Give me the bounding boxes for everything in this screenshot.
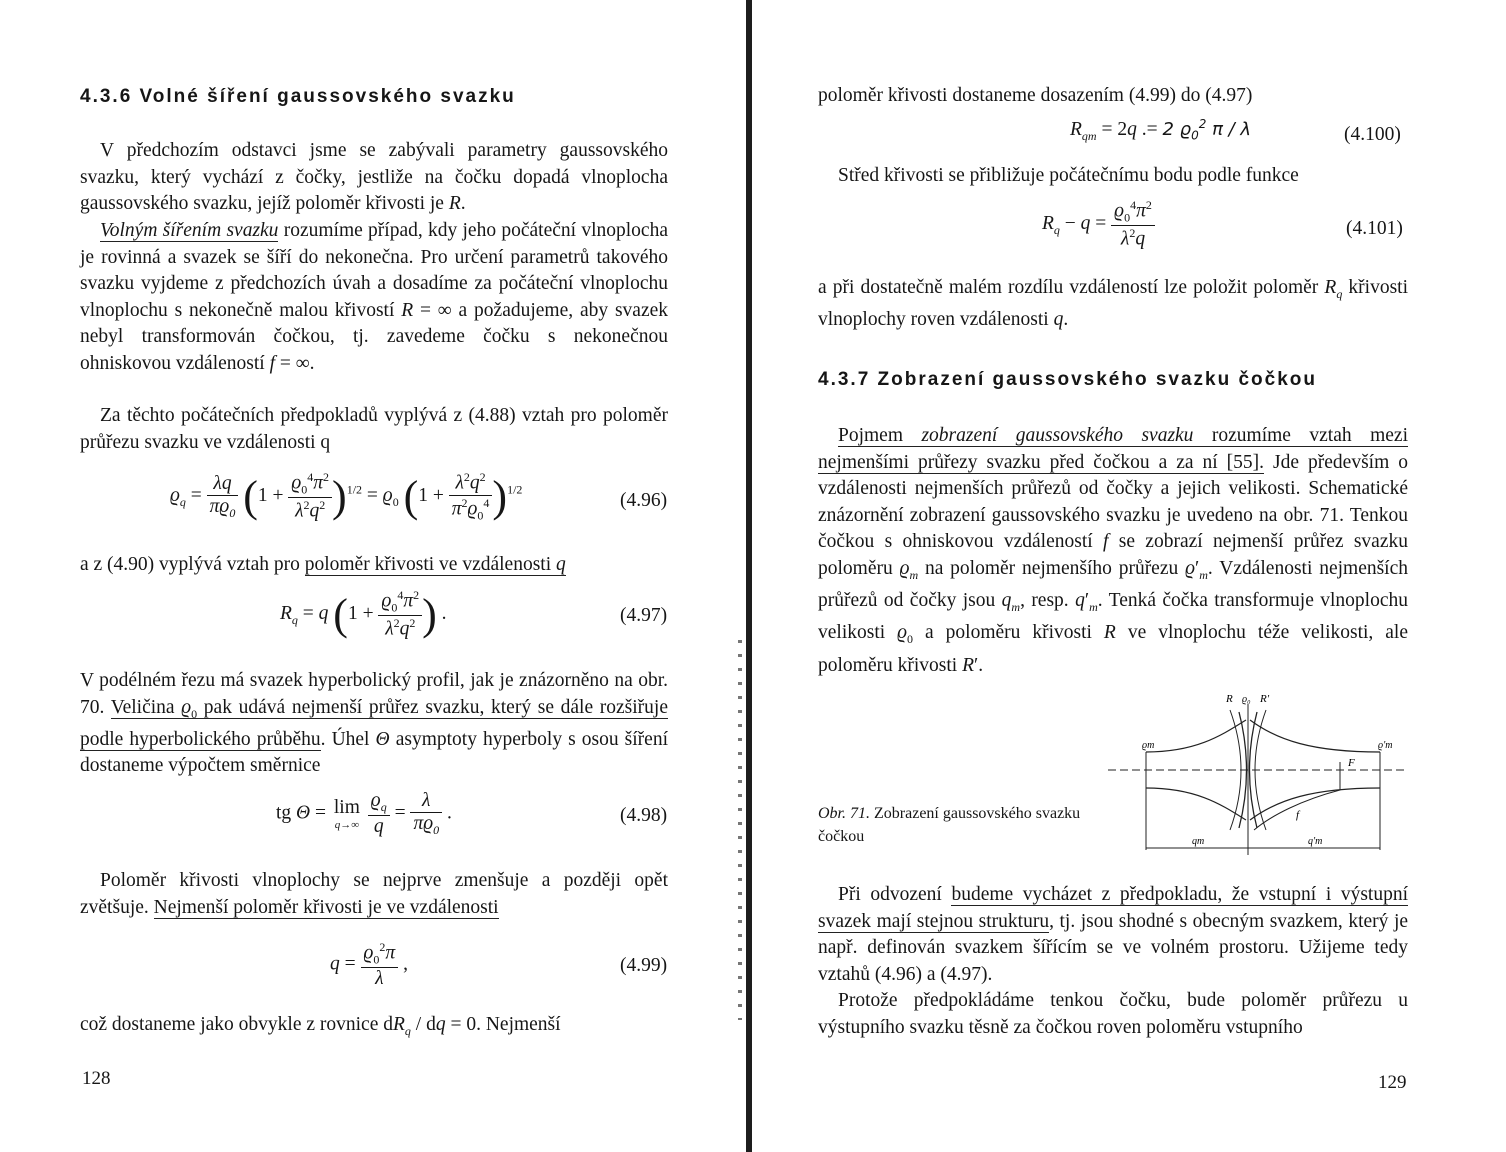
page-number-left: 128 [82,1068,111,1089]
left-para-7: což dostaneme jako obvykle z rovnice $dR_q$ / dq = 0. Nejmenší [80,1014,561,1038]
handwritten-note: 2 $ϱ_0^2$ π / λ [1162,117,1252,143]
label-F: F [1348,757,1355,769]
equation-4-98: tg Θ = lim q→∞ $\frac{ϱ_q}{q}$ = $\frac{\lambda}{\pi ϱ_0}$ . [276,790,452,837]
left-para-6: Poloměr křivosti vlnoplochy se nejprve zmenšuje a později opět zvětšuje. Nejmenší poloměr křivosti je ve vzdálenosti [80,870,668,918]
label-q-m: qm [1192,836,1205,847]
eq-number-4-99: (4.99) [620,955,668,976]
label-rho-m: ϱm [1142,740,1155,751]
left-para-3: Za těchto počátečních předpokladů vyplývá z (4.88) vztah pro poloměr průřezu svazku ve vzdálenosti q [80,405,668,453]
right-para-6: Protože předpokládáme tenkou čočku, bude poloměr průřezu u výstupního svazku těsně za čočkou roven poloměru vstupního [818,990,1408,1038]
equation-4-100: $R_{qm} = 2q$ .= 2 $ϱ_0^2$ π / λ [1070,117,1252,143]
right-para-3: a při dostatečně malém rozdílu vzdáleností lze položit poloměr $R_q$ křivosti vlnoplochy roven vzdálenosti q. [818,277,1408,331]
figure-caption: Obr. 71. Zobrazení gaussovského svazku čočkou [818,805,1081,845]
right-para-1: poloměr křivosti dostaneme dosazením (4.99) do (4.97) [818,85,1253,106]
right-para-2: Střed křivosti se přibližuje počátečnímu bodu podle funkce [838,165,1299,186]
left-para-4: a z (4.90) vyplývá vztah pro poloměr křivosti ve vzdálenosti q [80,554,566,575]
page-number-right: 129 [1378,1072,1407,1093]
figure-71-diagram [1102,690,1412,860]
eq-number-4-97: (4.97) [620,605,668,626]
label-R-prime: R' [1260,693,1270,705]
section-heading-4-3-7: 4.3.7 Zobrazení gaussovského svazku čočkou [818,369,1317,390]
beam-lower-out [1250,788,1380,820]
eq-number-4-101: (4.101) [1346,218,1403,239]
section-heading-4-3-6: 4.3.6 Volné šíření gaussovského svazku [80,86,516,107]
term-free-propagation: Volným šířením svazku [100,220,279,241]
label-q-m-prime: q'm [1308,836,1323,847]
label-R: R [1226,693,1233,705]
equation-4-97: $R_q = q$ (1 + $\frac{ϱ_0^4\pi^2}{\lambda^2q^2}$ ) . [280,588,447,640]
left-para-2: Volným šířením svazku rozumíme případ, kdy jeho počáteční vlnoplocha je rovinná a svazek se šíří do nekonečna. Pro určení parametrů takového svazku vyjdeme z předchozích úvah a dosadíme za počáteční vlnoplochu vlnoplochu s nekonečně malou křivostí R = ∞ a požadujeme, aby svazek nebyl transformován čočkou, tj. zavedeme čočku s nekonečnou ohniskovou vzdáleností f = ∞. [80,220,669,374]
equation-4-101: $R_q - q$ = $\frac{ϱ_0^4\pi^2}{\lambda^2q}$ [1042,198,1155,251]
label-rho-0: ϱ₀ [1242,694,1251,705]
equation-4-99: q = $\frac{ϱ_0^2\pi}{\lambda}$ , [330,940,408,990]
eq-number-4-96: (4.96) [620,490,668,511]
right-para-4: Pojmem zobrazení gaussovského svazku rozumíme vztah mezi nejmenšími průřezy svazku před čočkou a za ní [55]. Jde především o vzdálenosti nejmenších průřezů od čočky a jejich velikosti. Schematické znázornění zobrazení gaussovského svazku je uvedeno na obr. 71. Tenkou čočkou s ohniskovou vzdáleností f se zobrazí nejmenší průřez svazku poloměru $ϱ_m$ na poloměr nejmenšího průřezu $ϱ'_m$. Vzdálenosti nejmenších průřezů od čočky jsou $q_m$, resp. $q'_m$. Tenká čočka transformuje vlnoplochu velikosti $ϱ_0$ a poloměru křivosti R ve vlnoplochu téže velikosti, ale poloměru křivosti R′. [818,425,1409,676]
label-f: f [1296,809,1300,821]
right-para-5: Při odvození budeme vycházet z předpokladu, že vstupní i výstupní svazek mají stejnou strukturu, tj. jsou shodné s obecným svazkem, který je např. definován svazkem šířícím se ve volném prostoru. Užijeme tedy vztahů (4.96) a (4.97). [818,884,1409,985]
eq-number-4-98: (4.98) [620,805,668,826]
beam-lower-in [1146,788,1246,820]
left-page [0,0,750,1152]
beam-upper-in [1146,720,1246,752]
label-rho-m-prime: ϱ'm [1378,740,1393,751]
equation-4-96: $ϱ_q$ = $\frac{\lambda q}{\pi ϱ_0}$ (1 + $\frac{ϱ_0^4\pi^2}{\lambda^2q^2}$ )$^{1/2} = ϱ_0$ (1 + $\frac{\lambda^2q^2}{\pi^2ϱ_0^4}$ )$^{1/2}$ [170,470,523,522]
right-page [752,0,1506,1152]
eq-number-4-100: (4.100) [1344,124,1401,145]
left-para-1: V předchozím odstavci jsme se zabývali parametry gaussovského svazku, který vychází z čočky, jestliže na čočku dopadá vlnoplocha gaussovského svazku, jejíž poloměr křivosti je R. [80,140,668,214]
beam-upper-out [1250,720,1380,752]
f-dimension [1254,770,1340,830]
left-para-5: V podélném řezu má svazek hyperbolický profil, jak je znázorněno na obr. 70. Veličina $ϱ_0$ pak udává nejmenší průřez svazku, který se dále rozšiřuje podle hyperbolického průběhu. Úhel Θ asymptoty hyperboly s osou šíření dostaneme výpočtem směrnice [80,670,668,777]
